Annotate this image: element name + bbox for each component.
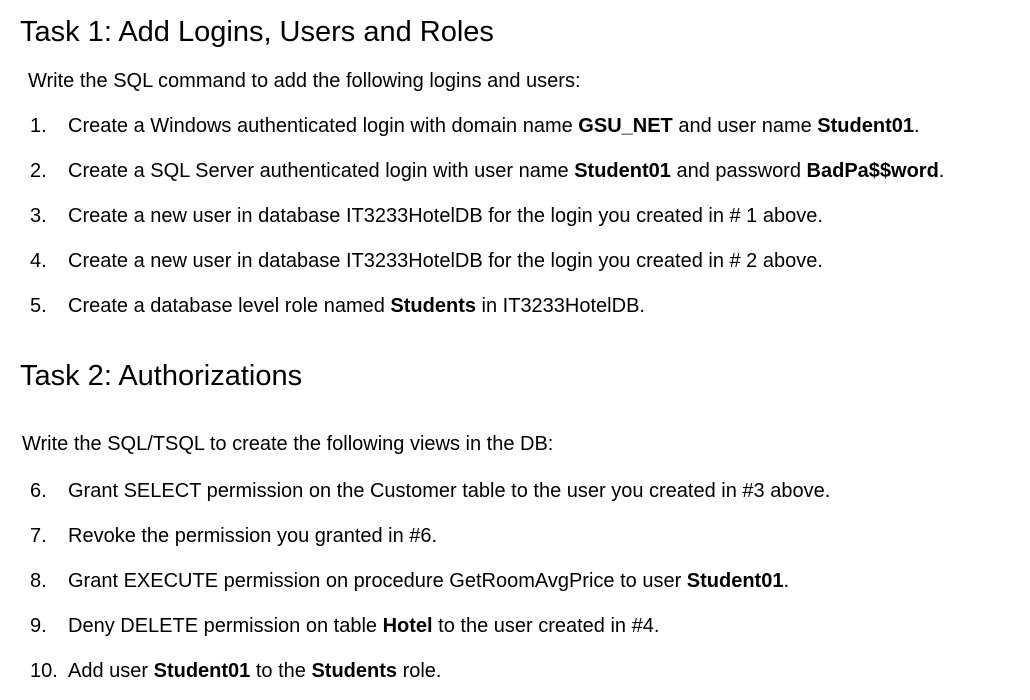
- item-text: Create a new user in database IT3233HotelDB for the login you created in # 2 above.: [68, 250, 823, 272]
- item-number: 1.: [30, 115, 47, 137]
- task1-intro: Write the SQL command to add the following logins and users:: [28, 70, 581, 92]
- task1-heading: Task 1: Add Logins, Users and Roles: [20, 16, 494, 48]
- item-text: to the user created in #4.: [432, 615, 660, 637]
- item-text: in IT3233HotelDB.: [475, 295, 645, 317]
- item-bold: Student01: [574, 160, 671, 182]
- item-number: 8.: [30, 570, 47, 592]
- item-text: Add user: [68, 660, 154, 682]
- list-item-4: [30, 248, 823, 274]
- item-bold: Student01: [153, 660, 251, 682]
- item-number: 6.: [30, 480, 47, 502]
- item-text: Create a database level role named: [68, 295, 391, 317]
- item-number: 7.: [30, 525, 47, 547]
- item-text: .: [938, 160, 945, 182]
- item-text: .: [913, 115, 920, 137]
- list-item-3: [30, 203, 823, 229]
- item-text: and user name: [672, 115, 818, 137]
- item-bold: GSU_NET: [578, 115, 673, 137]
- list-item-10: [30, 658, 441, 684]
- item-text: role.: [397, 660, 442, 682]
- list-item-1: [30, 113, 920, 139]
- item-text: Create a SQL Server authenticated login with user name: [68, 160, 575, 182]
- task2-intro: Write the SQL/TSQL to create the following views in the DB:: [22, 433, 554, 455]
- item-bold: Students: [390, 295, 476, 317]
- item-number: 5.: [30, 295, 47, 317]
- item-text: to the: [250, 660, 312, 682]
- item-bold: BadPa$$word: [806, 160, 939, 182]
- item-bold: Hotel: [382, 615, 433, 637]
- list-item-7: [30, 523, 437, 549]
- list-item-5: [30, 293, 645, 319]
- item-text: Create a new user in database IT3233HotelDB for the login you created in # 1 above.: [68, 205, 823, 227]
- list-item-8: [30, 568, 789, 594]
- item-number: 2.: [30, 160, 47, 182]
- item-text: Grant SELECT permission on the Customer table to the user you created in #3 above.: [68, 480, 831, 502]
- item-text: and password: [670, 160, 807, 182]
- item-bold: Student01: [817, 115, 914, 137]
- item-number: 10.: [30, 660, 58, 682]
- item-bold: Students: [311, 660, 398, 682]
- item-number: 9.: [30, 615, 47, 637]
- task2-heading: Task 2: Authorizations: [20, 360, 303, 392]
- item-text: .: [783, 570, 790, 592]
- item-text: Deny DELETE permission on table: [68, 615, 383, 637]
- item-number: 3.: [30, 205, 47, 227]
- list-item-2: [30, 158, 944, 184]
- item-text: Revoke the permission you granted in #6.: [68, 525, 438, 547]
- item-number: 4.: [30, 250, 47, 272]
- list-item-6: [30, 478, 830, 504]
- item-text: Create a Windows authenticated login with domain name: [68, 115, 579, 137]
- list-item-9: [30, 613, 659, 639]
- item-bold: Student01: [686, 570, 784, 592]
- item-text: Grant EXECUTE permission on procedure GetRoomAvgPrice to user: [68, 570, 687, 592]
